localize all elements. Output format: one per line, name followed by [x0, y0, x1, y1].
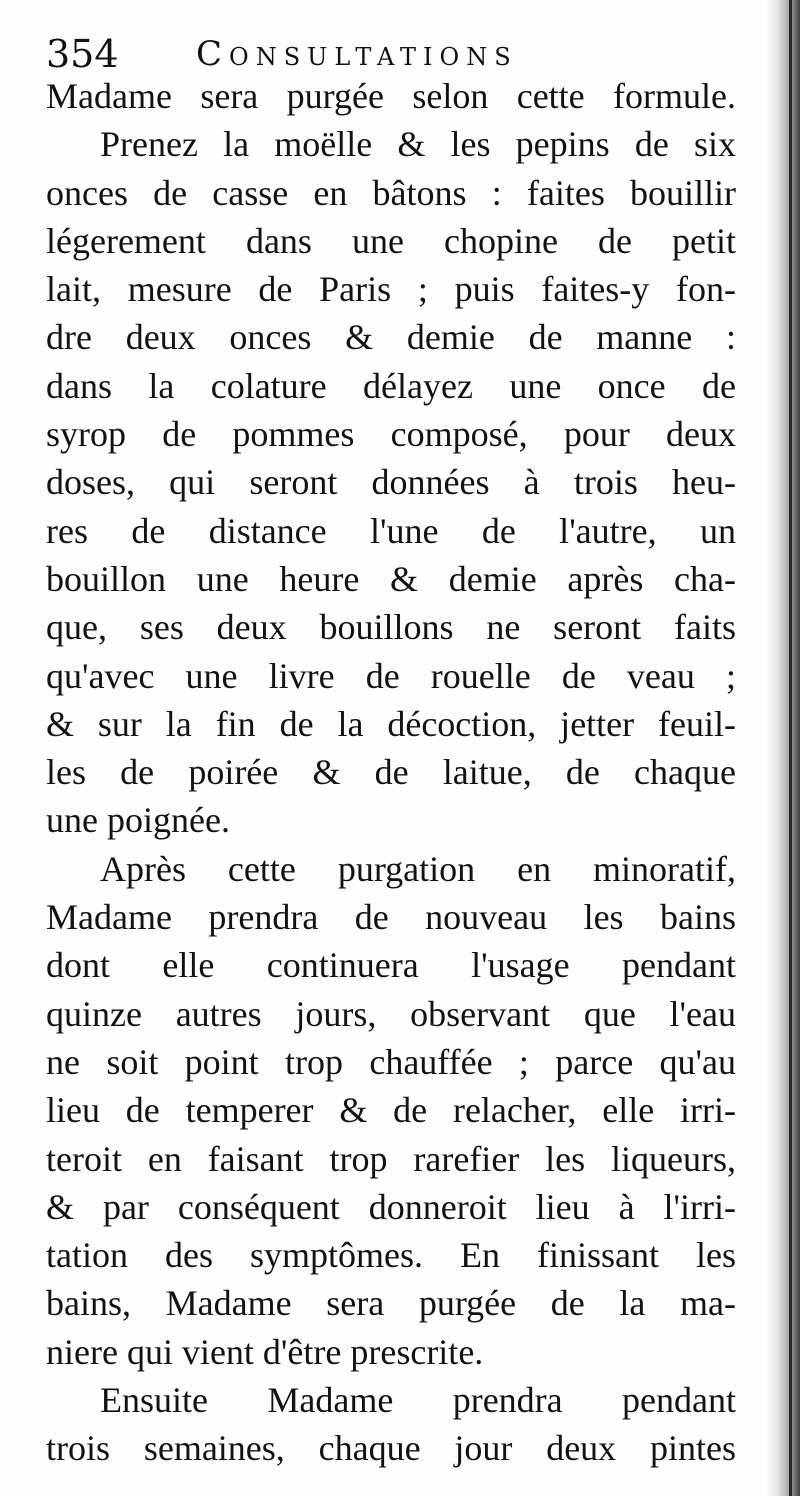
text-line: les de poirée & de laitue, de chaque — [46, 752, 736, 793]
text-line: ne soit point trop chauffée ; parce qu'au — [46, 1041, 736, 1082]
text-line: & par conséquent donneroit lieu à l'irri- — [46, 1186, 736, 1227]
text-line: dans la colature délayez une once de — [46, 365, 736, 406]
text-line: que, ses deux bouillons ne seront faits — [46, 607, 736, 648]
text-line: qu'avec une livre de rouelle de veau ; — [46, 655, 736, 696]
text-line: bains, Madame sera purgée de la ma- — [46, 1283, 736, 1324]
page-binding-edge — [789, 0, 792, 1496]
page-header — [46, 28, 746, 78]
text-line: Après cette purgation en minoratif, — [100, 848, 736, 889]
page-number: 354 — [46, 32, 119, 76]
text-line: quinze autres jours, observant que l'eau — [46, 993, 736, 1034]
text-line: onces de casse en bâtons : faites bouillir — [46, 172, 736, 213]
text-line: lieu de temperer & de relacher, elle irri- — [46, 1090, 736, 1131]
text-line: Madame prendra de nouveau les bains — [46, 897, 736, 938]
text-line: Ensuite Madame prendra pendant — [100, 1380, 736, 1421]
text-line: tation des symptômes. En finissant les — [46, 1235, 736, 1276]
text-line: Madame sera purgée selon cette formule. — [46, 76, 736, 116]
text-line: Prenez la moëlle & les pepins de six — [100, 124, 736, 165]
text-line: dont elle continuera l'usage pendant — [46, 945, 736, 986]
text-line: res de distance l'une de l'autre, un — [46, 510, 736, 551]
text-line: légerement dans une chopine de petit — [46, 220, 736, 261]
running-title: Consultations — [196, 34, 518, 74]
text-line: niere qui vient d'être prescrite. — [46, 1331, 484, 1372]
text-line: bouillon une heure & demie après cha- — [46, 558, 736, 599]
text-line: syrop de pommes composé, pour deux — [46, 414, 736, 455]
text-line: trois semaines, chaque jour deux pintes — [46, 1428, 736, 1469]
text-line: dre deux onces & demie de manne : — [46, 317, 736, 358]
text-line: doses, qui seront données à trois heu- — [46, 462, 736, 503]
text-line: une poignée. — [46, 800, 230, 841]
text-line: & sur la fin de la décoction, jetter feuil- — [46, 703, 736, 744]
text-line: teroit en faisant trop rarefier les liqueurs, — [46, 1138, 736, 1179]
page-binding-shadow — [766, 0, 800, 1496]
body-text — [46, 72, 736, 1473]
text-line: lait, mesure de Paris ; puis faites-y fon- — [46, 269, 736, 310]
